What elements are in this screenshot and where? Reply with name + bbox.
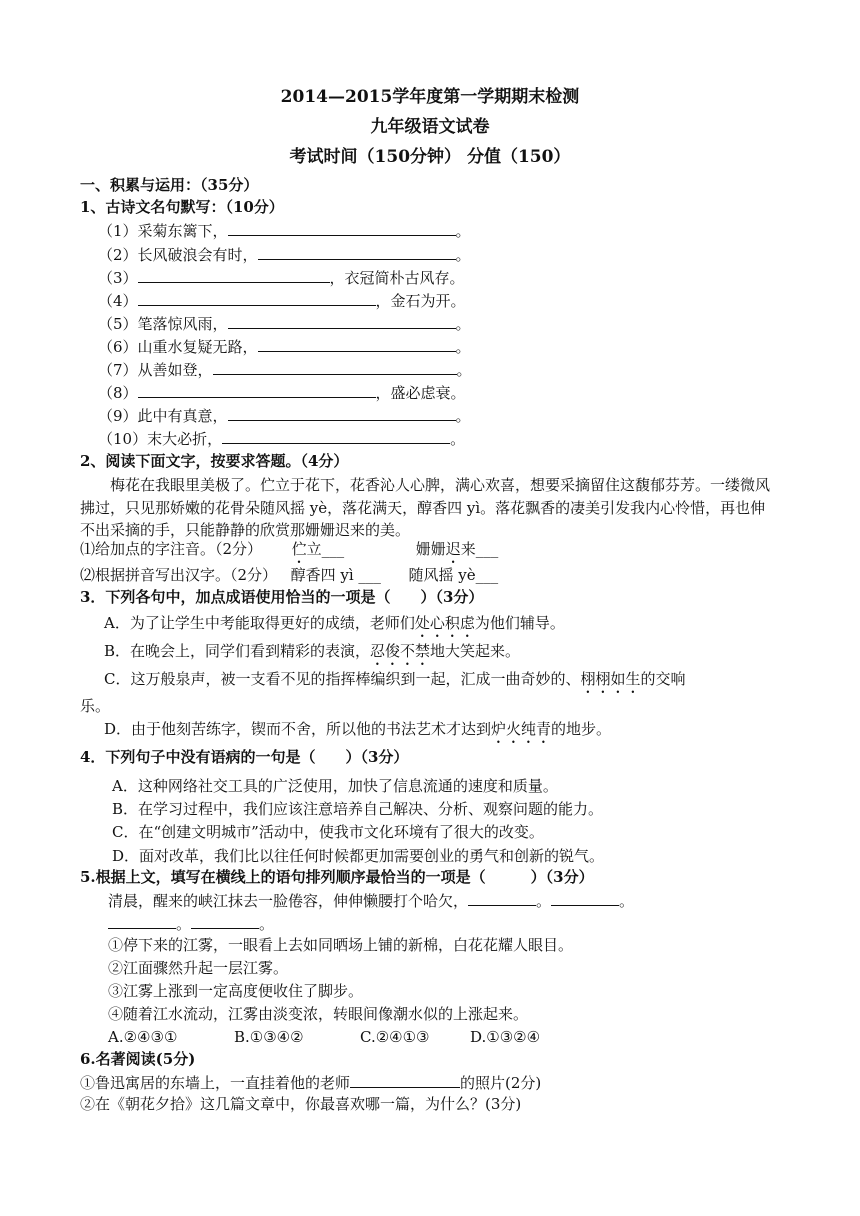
q3-option-d-idiom: 炉火纯青 [491, 720, 552, 738]
q1-item-1-end: 。 [455, 222, 471, 240]
q3-option-c-text: C．这万般泉声，被一支看不见的指挥棒编织到一起，汇成一曲奇妙的、 [104, 670, 581, 688]
q1-item-9-text: （9）此中有真意， [98, 407, 228, 425]
q5-blank-2[interactable] [551, 889, 619, 906]
section-title: 一、积累与运用：（35分） [80, 176, 259, 194]
q5-lead: 清晨，醒来的峡江抹去一脸倦容，伸伸懒腰打个哈欠， 。 。 [108, 889, 634, 912]
q3-option-b-idiom: 忍俊不禁 [370, 642, 431, 660]
q3-option-c-idiom: 栩栩如生 [580, 670, 641, 688]
q5-choice-a: A.②④③① [108, 1028, 178, 1046]
q1-blank-5[interactable] [228, 312, 456, 329]
q2-sub1-answer-a[interactable]: 立___ [306, 540, 345, 558]
q3-option-d [104, 718, 611, 747]
q1-blank-7[interactable] [213, 358, 457, 375]
q2-sub1 [80, 538, 498, 567]
q1-blank-8[interactable] [138, 381, 376, 398]
q1-item-10 [98, 427, 465, 450]
q3-option-d-end: 的地步。 [551, 720, 612, 738]
q1-blank-1[interactable] [228, 219, 456, 236]
q2-sub1-dotted-char-b: 迟 [445, 540, 461, 558]
exam-title-time: 考试时间（150分钟） 分值（150） [289, 147, 571, 167]
q1-title: 1、古诗文名句默写：（10分） [80, 198, 284, 216]
q1-item-8-text: （8） [98, 384, 138, 402]
q1-item-1-text: （1）采菊东篱下， [98, 222, 228, 240]
q1-item-5-text: （5）笔落惊风雨， [98, 315, 228, 333]
q5-lead-text: 清晨，醒来的峡江抹去一脸倦容，伸伸懒腰打个哈欠， [108, 892, 469, 910]
q1-item-10-end: 。 [450, 430, 466, 448]
q5-sentence-3: ③江雾上涨到一定高度便收住了脚步。 [108, 982, 364, 1000]
q1-item-5 [98, 312, 471, 335]
q4-option-c: C．在“创建文明城市”活动中，使我市文化环境有了很大的改变。 [112, 823, 544, 841]
q3-option-c [104, 668, 686, 697]
q6-item-1-text: ①鲁迅寓居的东墙上，一直挂着他的老师 [80, 1074, 351, 1092]
q1-item-9-end: 。 [455, 407, 471, 425]
q5-sentence-4: ④随着江水流动，江雾由淡变浓，转眼间像潮水似的上涨起来。 [108, 1005, 529, 1023]
q4-option-b: B．在学习过程中，我们应该注意培养自己解决、分析、观察问题的能力。 [112, 800, 604, 818]
q3-option-a-end: 为他们辅导。 [474, 614, 565, 632]
q1-item-7-text: （7）从善如登， [98, 361, 213, 379]
q1-item-10-text: （10）末大必折， [98, 430, 223, 448]
q1-item-6-text: （6）山重水复疑无路， [98, 338, 258, 356]
q1-item-7-end: 。 [456, 361, 472, 379]
q3-option-d-text: D．由于他刻苦练字，锲而不舍，所以他的书法艺术才达到 [104, 720, 492, 738]
q1-blank-3[interactable] [138, 266, 330, 283]
q2-sub1-word-b: 姗姗 [415, 540, 446, 558]
q1-blank-4[interactable] [138, 289, 376, 306]
q3-option-c-end: 的交响 [640, 670, 686, 688]
q5-choice-d: D.①③②④ [470, 1028, 541, 1046]
q5-choices [108, 1026, 540, 1048]
q3-option-c-continued: 乐。 [80, 697, 111, 715]
q1-item-8-end: ，盛必虑衰。 [375, 384, 466, 402]
q5-title: 5.根据上文，填写在横线上的语句排列顺序最恰当的一项是（ ）（3分） [80, 868, 594, 886]
q3-option-b [104, 640, 520, 669]
exam-title-subject: 九年级语文试卷 [370, 117, 490, 137]
q1-item-5-end: 。 [455, 315, 471, 333]
q1-item-4 [98, 289, 466, 312]
q2-passage: 梅花在我眼里美极了。伫立于花下，花香沁人心脾，满心欢喜，想要采摘留住这馥郁芬芳。一缕微风拂过，只见那娇嫩的花骨朵随风摇 yè，落花满天，醇香四 yì。落花飘香的凄美引发我内心怜惜，再也伸不出采摘的手，只能静静的欣赏那姗姗迟来的美。 [80, 476, 771, 539]
q4-option-d: D．面对改革，我们比以往任何时候都更加需要创业的勇气和创新的锐气。 [112, 847, 605, 865]
q6-title: 6.名著阅读(5分) [80, 1050, 196, 1068]
q2-sub1-dotted-char-a: 伫 [291, 540, 307, 558]
q5-choice-b: B.①③④② [234, 1028, 304, 1046]
q5-choice-c: C.②④①③ [360, 1028, 430, 1046]
q1-item-6-end: 。 [455, 338, 471, 356]
q1-blank-2[interactable] [258, 243, 456, 260]
q1-item-6 [98, 335, 471, 358]
q3-option-a-text: A．为了让学生中考能取得更好的成绩，老师们 [104, 614, 415, 632]
q1-item-8 [98, 381, 466, 404]
q5-lead-continued: 。 。 [108, 912, 274, 935]
q1-blank-9[interactable] [228, 404, 456, 421]
q2-sub1-answer-b[interactable]: 来___ [460, 540, 499, 558]
q2-sub2-label: ⑵根据拼音写出汉字。（2分） [80, 566, 278, 584]
q2-sub2-answer-b[interactable]: 随风摇 yè___ [408, 566, 499, 584]
q1-item-3-end: ，衣冠简朴古风存。 [329, 269, 465, 287]
q2-sub2 [80, 564, 498, 586]
q6-item-2: ②在《朝花夕拾》这几篇文章中，你最喜欢哪一篇，为什么？(3分) [80, 1095, 522, 1113]
q5-blank-1[interactable] [468, 889, 536, 906]
q6-blank[interactable] [350, 1071, 460, 1088]
q5-blank-3[interactable] [108, 912, 176, 929]
q2-sub1-label: ⑴给加点的字注音。（2分） [80, 540, 263, 558]
q1-item-4-end: ，金石为开。 [375, 292, 466, 310]
q1-item-2 [98, 243, 471, 266]
q1-item-3-text: （3） [98, 269, 138, 287]
q1-blank-10[interactable] [222, 427, 450, 444]
q1-item-7 [98, 358, 472, 381]
q4-option-a: A．这种网络社交工具的广泛使用，加快了信息流通的速度和质量。 [112, 777, 558, 795]
q3-option-b-end: 地大笑起来。 [430, 642, 521, 660]
q1-item-1 [98, 219, 471, 242]
q5-sentence-1: ①停下来的江雾，一眼看上去如同晒场上铺的新棉，白花花耀人眼目。 [108, 936, 574, 954]
q1-item-2-end: 。 [455, 246, 471, 264]
q2-title: 2、阅读下面文字，按要求答题。（4分） [80, 452, 349, 470]
q3-title: 3．下列各句中，加点成语使用恰当的一项是（ ）（3分） [80, 588, 484, 606]
q5-blank-4[interactable] [191, 912, 259, 929]
q3-option-a [104, 612, 565, 641]
q1-item-9 [98, 404, 471, 427]
q1-item-4-text: （4） [98, 292, 138, 310]
q1-blank-6[interactable] [258, 335, 456, 352]
q3-option-a-idiom: 处心积虑 [414, 614, 475, 632]
q6-item-1-end: 的照片(2分) [460, 1074, 542, 1092]
q1-item-2-text: （2）长风破浪会有时， [98, 246, 258, 264]
q2-sub2-answer-a[interactable]: 醇香四 yì ___ [290, 566, 381, 584]
q1-item-3 [98, 266, 465, 289]
q3-option-b-text: B．在晚会上，同学们看到精彩的表演， [104, 642, 371, 660]
q5-sentence-2: ②江面骤然升起一层江雾。 [108, 959, 289, 977]
exam-title-year: 2014—2015学年度第一学期期末检测 [280, 87, 580, 107]
q6-item-1 [80, 1071, 541, 1094]
q4-title: 4．下列句子中没有语病的一句是（ ）（3分） [80, 748, 409, 766]
